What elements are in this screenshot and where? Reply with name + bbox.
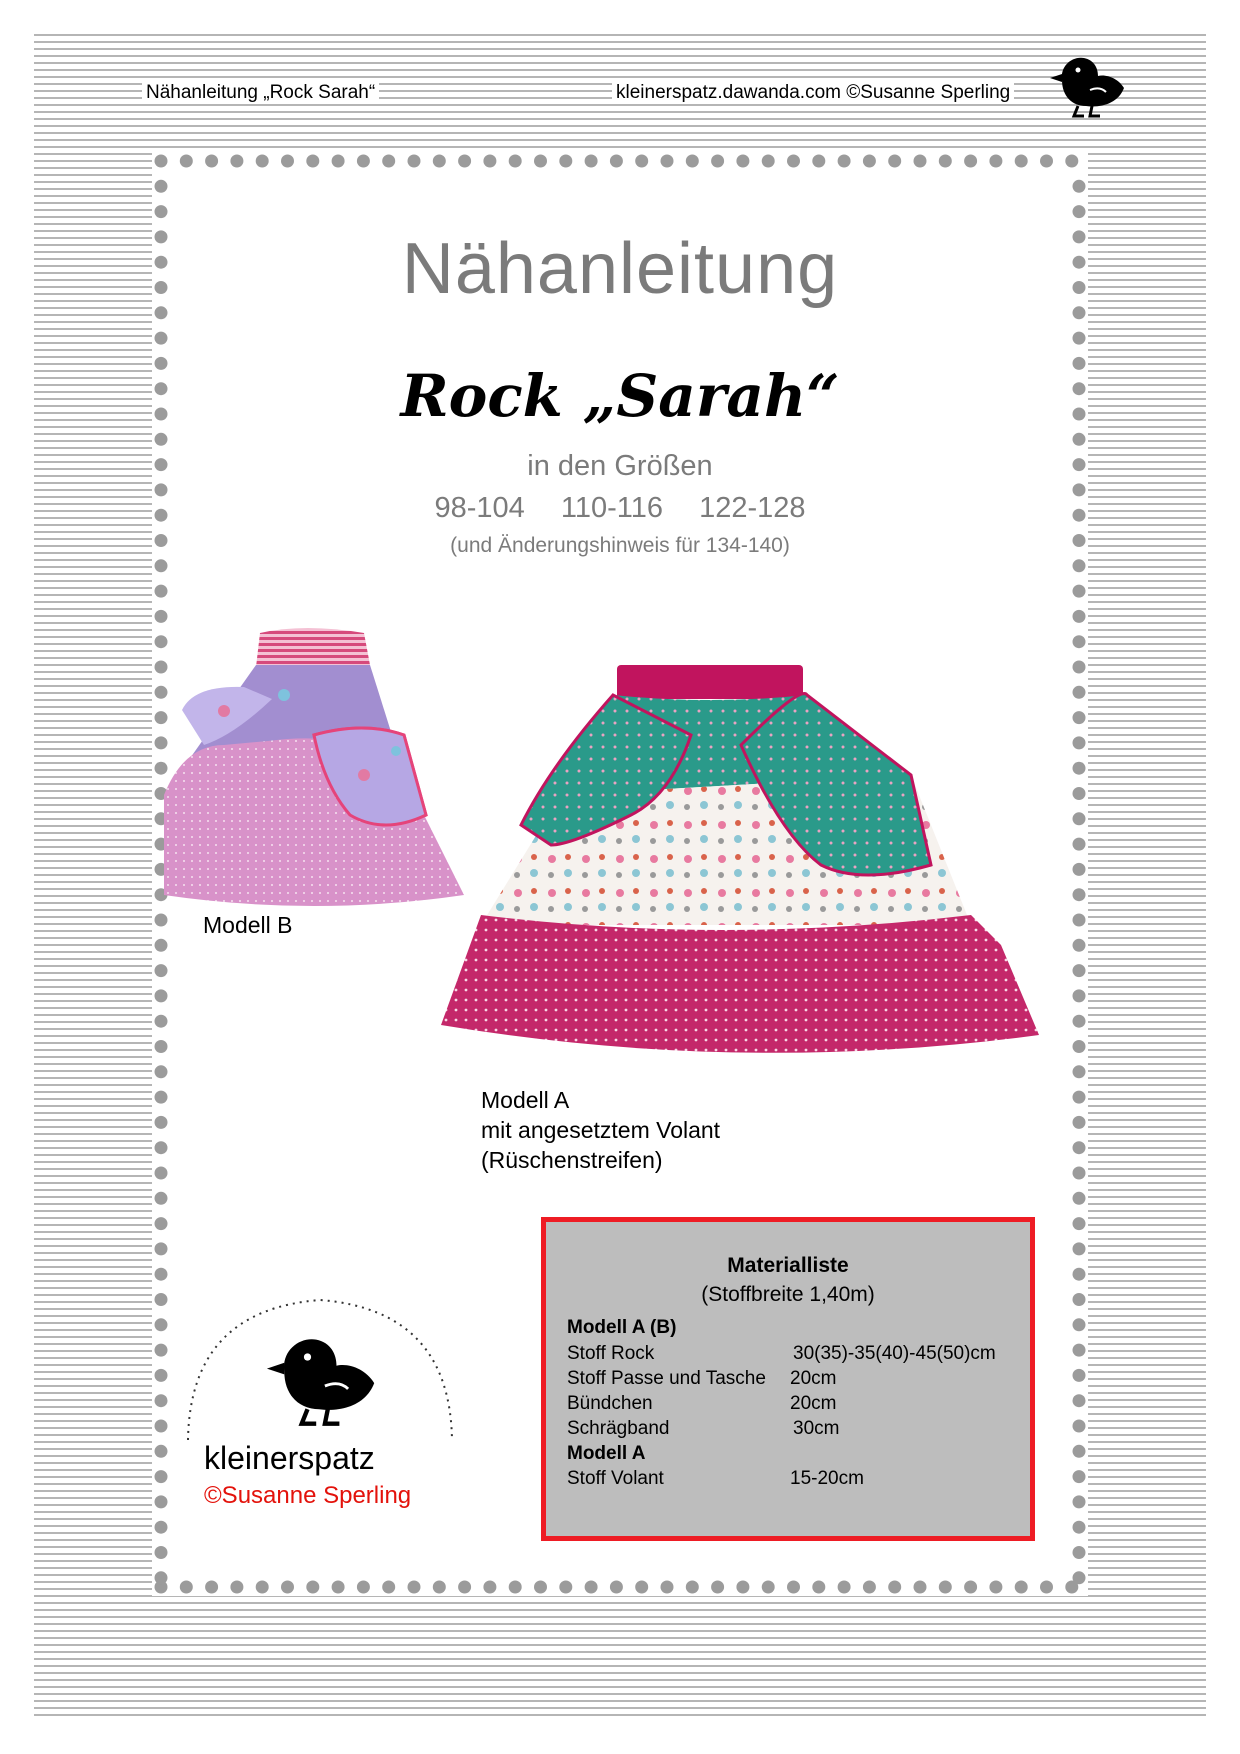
- frame-dot: [1073, 1040, 1086, 1053]
- sizes-label: in den Größen: [527, 450, 713, 482]
- frame-dot: [155, 205, 168, 218]
- header-title: Nähanleitung „Rock Sarah“: [142, 82, 379, 104]
- frame-dot: [661, 155, 674, 168]
- size-1: 98-104: [434, 492, 525, 524]
- frame-dot: [1073, 1445, 1086, 1458]
- frame-dot: [408, 155, 421, 168]
- frame-dot: [787, 1581, 800, 1594]
- frame-dot: [1073, 1470, 1086, 1483]
- frame-dot: [964, 155, 977, 168]
- frame-dot: [1073, 1141, 1086, 1154]
- frame-dot: [610, 1581, 623, 1594]
- frame-dot: [155, 1546, 168, 1559]
- material-list-title: Materialliste: [727, 1254, 849, 1277]
- frame-dot: [1073, 661, 1086, 674]
- material-label: Stoff Passe und Tasche: [567, 1368, 766, 1389]
- frame-dot: [812, 1581, 825, 1594]
- frame-dot: [458, 1581, 471, 1594]
- frame-dot: [155, 610, 168, 623]
- material-value: 30cm: [793, 1418, 840, 1439]
- frame-dot: [256, 155, 269, 168]
- frame-dot: [1073, 1065, 1086, 1078]
- frame-dot: [989, 1581, 1002, 1594]
- frame-dot: [1073, 1242, 1086, 1255]
- frame-dot: [1073, 610, 1086, 623]
- frame-dot: [736, 155, 749, 168]
- frame-dot: [1073, 205, 1086, 218]
- page-title: Nähanleitung: [401, 229, 839, 309]
- frame-dot: [1073, 1344, 1086, 1357]
- frame-dot: [155, 559, 168, 572]
- frame-dot: [762, 155, 775, 168]
- frame-dot: [1073, 635, 1086, 648]
- material-label: Bündchen: [567, 1393, 653, 1414]
- material-value: 15-20cm: [790, 1468, 864, 1489]
- brand-copyright: ©Susanne Sperling: [204, 1482, 412, 1509]
- frame-dot: [155, 1470, 168, 1483]
- skirt-photo-model-b: [164, 625, 464, 907]
- frame-dot: [155, 1015, 168, 1028]
- frame-dot: [888, 155, 901, 168]
- frame-dot: [635, 155, 648, 168]
- material-group-1: Modell A (B): [567, 1317, 677, 1338]
- frame-dot: [939, 1581, 952, 1594]
- frame-dot: [155, 1242, 168, 1255]
- frame-dot: [787, 155, 800, 168]
- sizes-list: [0, 492, 1240, 525]
- bird-icon: [267, 1339, 374, 1423]
- frame-dot: [1040, 1581, 1053, 1594]
- frame-dot: [155, 1167, 168, 1180]
- frame-dot: [534, 1581, 547, 1594]
- frame-dot: [155, 1293, 168, 1306]
- frame-dot: [1073, 1192, 1086, 1205]
- frame-dot: [1073, 1116, 1086, 1129]
- frame-dot: [939, 155, 952, 168]
- caption-model-a: [481, 1085, 720, 1175]
- material-list-subtitle: (Stoffbreite 1,40m): [701, 1283, 875, 1306]
- frame-dot: [382, 155, 395, 168]
- frame-dot: [155, 1192, 168, 1205]
- material-label: Stoff Rock: [567, 1343, 655, 1364]
- frame-dot: [155, 585, 168, 598]
- pattern-name: Rock „Sarah“: [400, 362, 840, 430]
- frame-dot: [155, 1318, 168, 1331]
- frame-dot: [1073, 787, 1086, 800]
- frame-dot: [888, 1581, 901, 1594]
- frame-dot: [357, 1581, 370, 1594]
- material-value: 20cm: [790, 1368, 837, 1389]
- frame-dot: [914, 1581, 927, 1594]
- frame-dot: [155, 1571, 168, 1584]
- frame-dot: [1073, 1217, 1086, 1230]
- frame-dot: [1065, 155, 1078, 168]
- frame-dot: [382, 1581, 395, 1594]
- frame-dot: [1073, 1167, 1086, 1180]
- frame-dot: [155, 180, 168, 193]
- bird-icon: [1048, 50, 1128, 120]
- frame-dot: [509, 155, 522, 168]
- frame-dot: [155, 964, 168, 977]
- frame-dot: [686, 1581, 699, 1594]
- frame-dot: [180, 1581, 193, 1594]
- size-2: 110-116: [560, 492, 663, 524]
- frame-dot: [736, 1581, 749, 1594]
- frame-dot: [1015, 1581, 1028, 1594]
- frame-dot: [155, 914, 168, 927]
- frame-dot: [1073, 736, 1086, 749]
- header-credit: kleinerspatz.dawanda.com ©Susanne Sperling: [612, 82, 1014, 104]
- frame-dot: [711, 1581, 724, 1594]
- frame-dot: [155, 433, 168, 446]
- frame-dot: [1073, 914, 1086, 927]
- frame-dot: [155, 155, 168, 168]
- frame-dot: [256, 1581, 269, 1594]
- frame-dot: [585, 155, 598, 168]
- frame-dot: [205, 1581, 218, 1594]
- frame-dot: [306, 155, 319, 168]
- frame-dot: [155, 1065, 168, 1078]
- frame-dot: [1015, 155, 1028, 168]
- caption-model-a-line2: mit angesetztem Volant: [481, 1117, 721, 1143]
- frame-dot: [433, 1581, 446, 1594]
- frame-dot: [1073, 711, 1086, 724]
- brand-name: kleinerspatz: [204, 1440, 375, 1476]
- frame-dot: [1073, 838, 1086, 851]
- frame-dot: [281, 1581, 294, 1594]
- frame-dot: [635, 1581, 648, 1594]
- frame-dot: [989, 155, 1002, 168]
- frame-dot: [332, 1581, 345, 1594]
- frame-dot: [483, 155, 496, 168]
- frame-dot: [155, 1445, 168, 1458]
- frame-dot: [1073, 433, 1086, 446]
- frame-dot: [559, 155, 572, 168]
- frame-dot: [534, 155, 547, 168]
- frame-dot: [1073, 964, 1086, 977]
- frame-dot: [661, 1581, 674, 1594]
- frame-dot: [1073, 1495, 1086, 1508]
- frame-dot: [155, 332, 168, 345]
- frame-dot: [155, 1344, 168, 1357]
- frame-dot: [1073, 1521, 1086, 1534]
- frame-dot: [155, 1521, 168, 1534]
- frame-dot: [914, 155, 927, 168]
- frame-dot: [1073, 180, 1086, 193]
- frame-dot: [155, 1217, 168, 1230]
- frame-dot: [812, 155, 825, 168]
- frame-dot: [509, 1581, 522, 1594]
- frame-dot: [1073, 1015, 1086, 1028]
- frame-dot: [863, 1581, 876, 1594]
- frame-dot: [1073, 762, 1086, 775]
- frame-dot: [408, 1581, 421, 1594]
- material-label: Stoff Volant: [567, 1468, 664, 1489]
- frame-dot: [1073, 332, 1086, 345]
- frame-dot: [180, 155, 193, 168]
- frame-dot: [1073, 939, 1086, 952]
- frame-dot: [1073, 863, 1086, 876]
- frame-dot: [155, 1141, 168, 1154]
- frame-dot: [762, 1581, 775, 1594]
- frame-dot: [838, 155, 851, 168]
- frame-dot: [155, 1268, 168, 1281]
- frame-dot: [483, 1581, 496, 1594]
- frame-dot: [155, 1394, 168, 1407]
- frame-dot: [1073, 1394, 1086, 1407]
- frame-dot: [155, 1040, 168, 1053]
- material-label: Schrägband: [567, 1418, 670, 1439]
- frame-dot: [205, 155, 218, 168]
- frame-dot: [1073, 559, 1086, 572]
- frame-dot: [1073, 1546, 1086, 1559]
- frame-dot: [230, 1581, 243, 1594]
- frame-dot: [281, 155, 294, 168]
- frame-dot: [559, 1581, 572, 1594]
- frame-dot: [1073, 686, 1086, 699]
- frame-dot: [1040, 155, 1053, 168]
- material-value: 30(35)-35(40)-45(50)cm: [793, 1343, 996, 1364]
- frame-dot: [155, 989, 168, 1002]
- frame-dot: [1073, 585, 1086, 598]
- frame-dot: [585, 1581, 598, 1594]
- caption-model-b: Modell B: [203, 912, 293, 938]
- frame-dot: [306, 1581, 319, 1594]
- frame-dot: [357, 155, 370, 168]
- frame-dot: [610, 155, 623, 168]
- frame-dot: [838, 1581, 851, 1594]
- skirt-photo-model-a: [441, 645, 1039, 1065]
- frame-dot: [155, 939, 168, 952]
- caption-model-a-line1: Modell A: [481, 1087, 570, 1113]
- frame-dot: [155, 1495, 168, 1508]
- frame-dot: [230, 155, 243, 168]
- frame-dot: [332, 155, 345, 168]
- frame-dot: [863, 155, 876, 168]
- caption-model-a-line3: (Rüschenstreifen): [481, 1147, 663, 1173]
- material-list-box: [541, 1217, 1035, 1541]
- frame-dot: [1073, 1091, 1086, 1104]
- frame-dot: [1073, 1369, 1086, 1382]
- frame-dot: [686, 155, 699, 168]
- frame-dot: [155, 1116, 168, 1129]
- frame-dot: [155, 1420, 168, 1433]
- frame-dot: [964, 1581, 977, 1594]
- frame-dot: [155, 1369, 168, 1382]
- frame-dot: [433, 155, 446, 168]
- frame-dot: [1073, 1420, 1086, 1433]
- frame-dot: [1073, 1293, 1086, 1306]
- size-3: 122-128: [699, 492, 806, 524]
- material-value: 20cm: [790, 1393, 837, 1414]
- sizes-note: (und Änderungshinweis für 134-140): [450, 534, 790, 557]
- frame-dot: [1073, 1318, 1086, 1331]
- frame-dot: [1073, 1571, 1086, 1584]
- frame-dot: [711, 155, 724, 168]
- frame-dot: [155, 1091, 168, 1104]
- frame-dot: [1073, 812, 1086, 825]
- material-group-2: Modell A: [567, 1443, 646, 1464]
- frame-dot: [458, 155, 471, 168]
- frame-dot: [1073, 1268, 1086, 1281]
- frame-dot: [1073, 989, 1086, 1002]
- frame-dot: [1073, 888, 1086, 901]
